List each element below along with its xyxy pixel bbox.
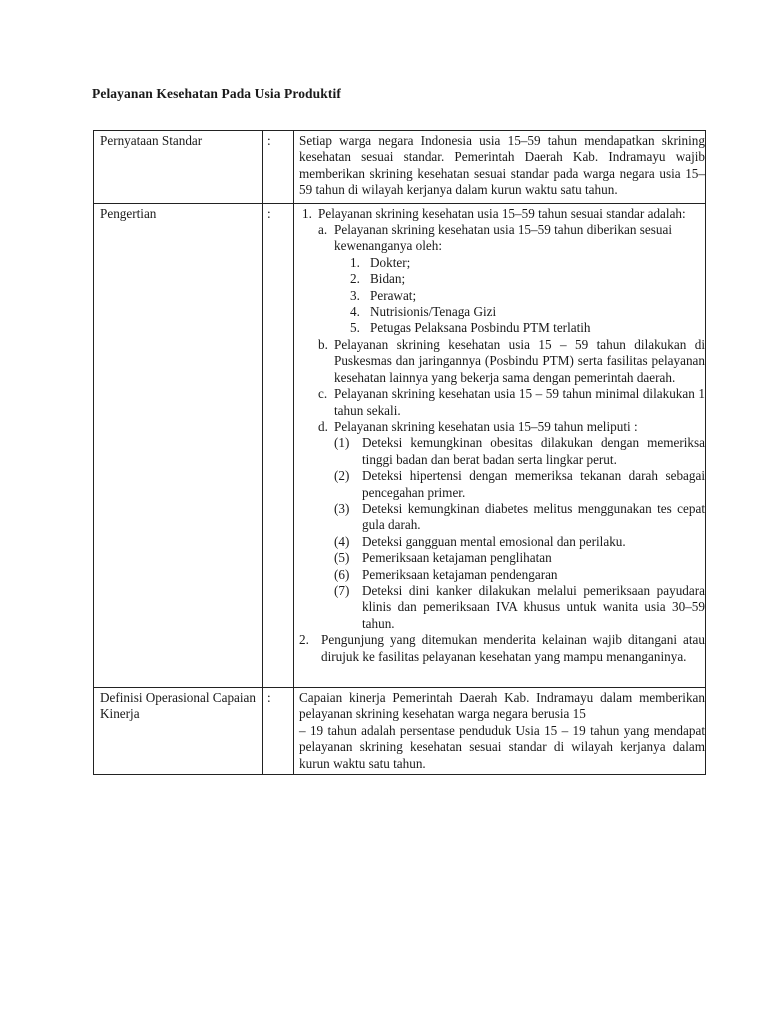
list-marker: a.: [318, 222, 328, 238]
list-text: Pemeriksaan ketajaman pendengaran: [362, 566, 558, 582]
list-item: [299, 534, 705, 550]
list-marker: (3): [334, 500, 350, 516]
list-item: [299, 320, 705, 336]
list-marker: 4.: [350, 304, 360, 320]
list-text: Perawat;: [370, 287, 417, 303]
list-item: [299, 435, 705, 468]
row-label: Pernyataan Standar: [94, 131, 263, 204]
list-text: Deteksi kemungkinan diabetes melitus menggunakan tes cepat gula darah.: [362, 500, 705, 533]
list-marker: 1.: [350, 254, 360, 270]
table-row-pengertian: [94, 203, 706, 687]
list-marker: 5.: [350, 320, 360, 336]
list-marker: 2.: [299, 632, 309, 648]
row-label: Pengertian: [94, 203, 263, 687]
list-item: [299, 222, 705, 255]
list-text: Dokter;: [370, 254, 411, 270]
list-marker: 2.: [350, 271, 360, 287]
row-colon: :: [263, 203, 294, 687]
list-text: Pelayanan skrining kesehatan usia 15–59 tahun sesuai standar adalah:: [318, 205, 686, 221]
list-item: [299, 632, 705, 665]
pengertian-content: [294, 203, 706, 687]
list-item: [299, 550, 705, 566]
list-text: Deteksi kemungkinan obesitas dilakukan dengan memeriksa tinggi badan dan berat badan serta lingkar perut.: [362, 435, 705, 467]
list-marker: c.: [318, 386, 328, 402]
definisi-content: [294, 688, 706, 775]
list-item: [299, 206, 705, 222]
row-colon: :: [263, 688, 294, 775]
list-item: [299, 255, 705, 271]
list-marker: (4): [334, 533, 350, 549]
list-text: Pelayanan skrining kesehatan usia 15–59 tahun diberikan sesuai kewenanganya oleh:: [334, 222, 673, 254]
table-row-definisi: [94, 688, 706, 775]
list-text: Pengunjung yang ditemukan menderita kelainan wajib ditangani atau dirujuk ke fasilitas pelayanan kesehatan yang mampu menanganinya.: [321, 632, 705, 664]
list-text: Pemeriksaan ketajaman penglihatan: [362, 550, 552, 566]
list-text: Petugas Pelaksana Posbindu PTM terlatih: [370, 320, 591, 336]
list-text: Deteksi hipertensi dengan memeriksa tekanan darah sebagai pencegahan primer.: [362, 468, 705, 500]
list-item: [299, 304, 705, 320]
list-item: [299, 271, 705, 287]
table-row-pernyataan: [94, 131, 706, 204]
list-text: Nutrisionis/Tenaga Gizi: [370, 304, 497, 320]
row-label: Definisi Operasional Capaian Kinerja: [94, 688, 263, 775]
list-marker: (7): [334, 582, 350, 598]
list-marker: d.: [318, 418, 328, 434]
definisi-line-1: Capaian kinerja Pemerintah Daerah Kab. Indramayu dalam memberikan pelayanan skrining kesehatan warga negara berusia 15: [299, 690, 705, 722]
list-marker: 3.: [350, 287, 360, 303]
row-colon: :: [263, 131, 294, 204]
list-text: Deteksi gangguan mental emosional dan perilaku.: [362, 533, 626, 549]
standard-table: [93, 130, 706, 775]
list-item: [299, 501, 705, 534]
list-item: [299, 386, 705, 419]
list-item: [299, 583, 705, 632]
list-text: Deteksi dini kanker dilakukan melalui pemeriksaan payudara klinis dan pemeriksaan IVA khusus untuk wanita usia 30–59 tahun.: [362, 582, 705, 631]
list-item: [299, 567, 705, 583]
list-item: [299, 288, 705, 304]
list-text: Pelayanan skrining kesehatan usia 15 – 59 tahun minimal dilakukan 1 tahun sekali.: [334, 386, 705, 418]
pernyataan-content: Setiap warga negara Indonesia usia 15–59 tahun mendapatkan skrining kesehatan sesuai standar. Pemerintah Daerah Kab. Indramayu wajib memberikan skrining kesehatan sesuai standar pada warga negara usia 15–59 tahun di wilayah kerjanya dalam kurun waktu satu tahun.: [294, 131, 706, 204]
page-title: Pelayanan Kesehatan Pada Usia Produktif: [92, 86, 341, 101]
list-item: [299, 468, 705, 501]
list-marker: (6): [334, 566, 350, 582]
list-text: Pelayanan skrining kesehatan usia 15–59 tahun meliputi :: [334, 418, 638, 434]
list-item: [299, 337, 705, 386]
list-item: [299, 419, 705, 435]
list-marker: 1.: [302, 205, 312, 221]
definisi-line-2: – 19 tahun adalah persentase penduduk Usia 15 – 19 tahun yang mendapat pelayanan skrining kesehatan sesuai standar di wilayah kerjanya dalam kurun waktu satu tahun.: [299, 722, 705, 771]
list-marker: (5): [334, 550, 350, 566]
list-marker: (2): [334, 468, 350, 484]
list-text: Bidan;: [370, 271, 406, 287]
list-marker: b.: [318, 336, 328, 352]
list-marker: (1): [334, 435, 350, 451]
list-text: Pelayanan skrining kesehatan usia 15 – 59 tahun dilakukan di Puskesmas dan jaringannya (Posbindu PTM) serta fasilitas pelayanan kesehatan lainnya yang bekerja sama dengan pemerintah daerah.: [334, 336, 705, 385]
